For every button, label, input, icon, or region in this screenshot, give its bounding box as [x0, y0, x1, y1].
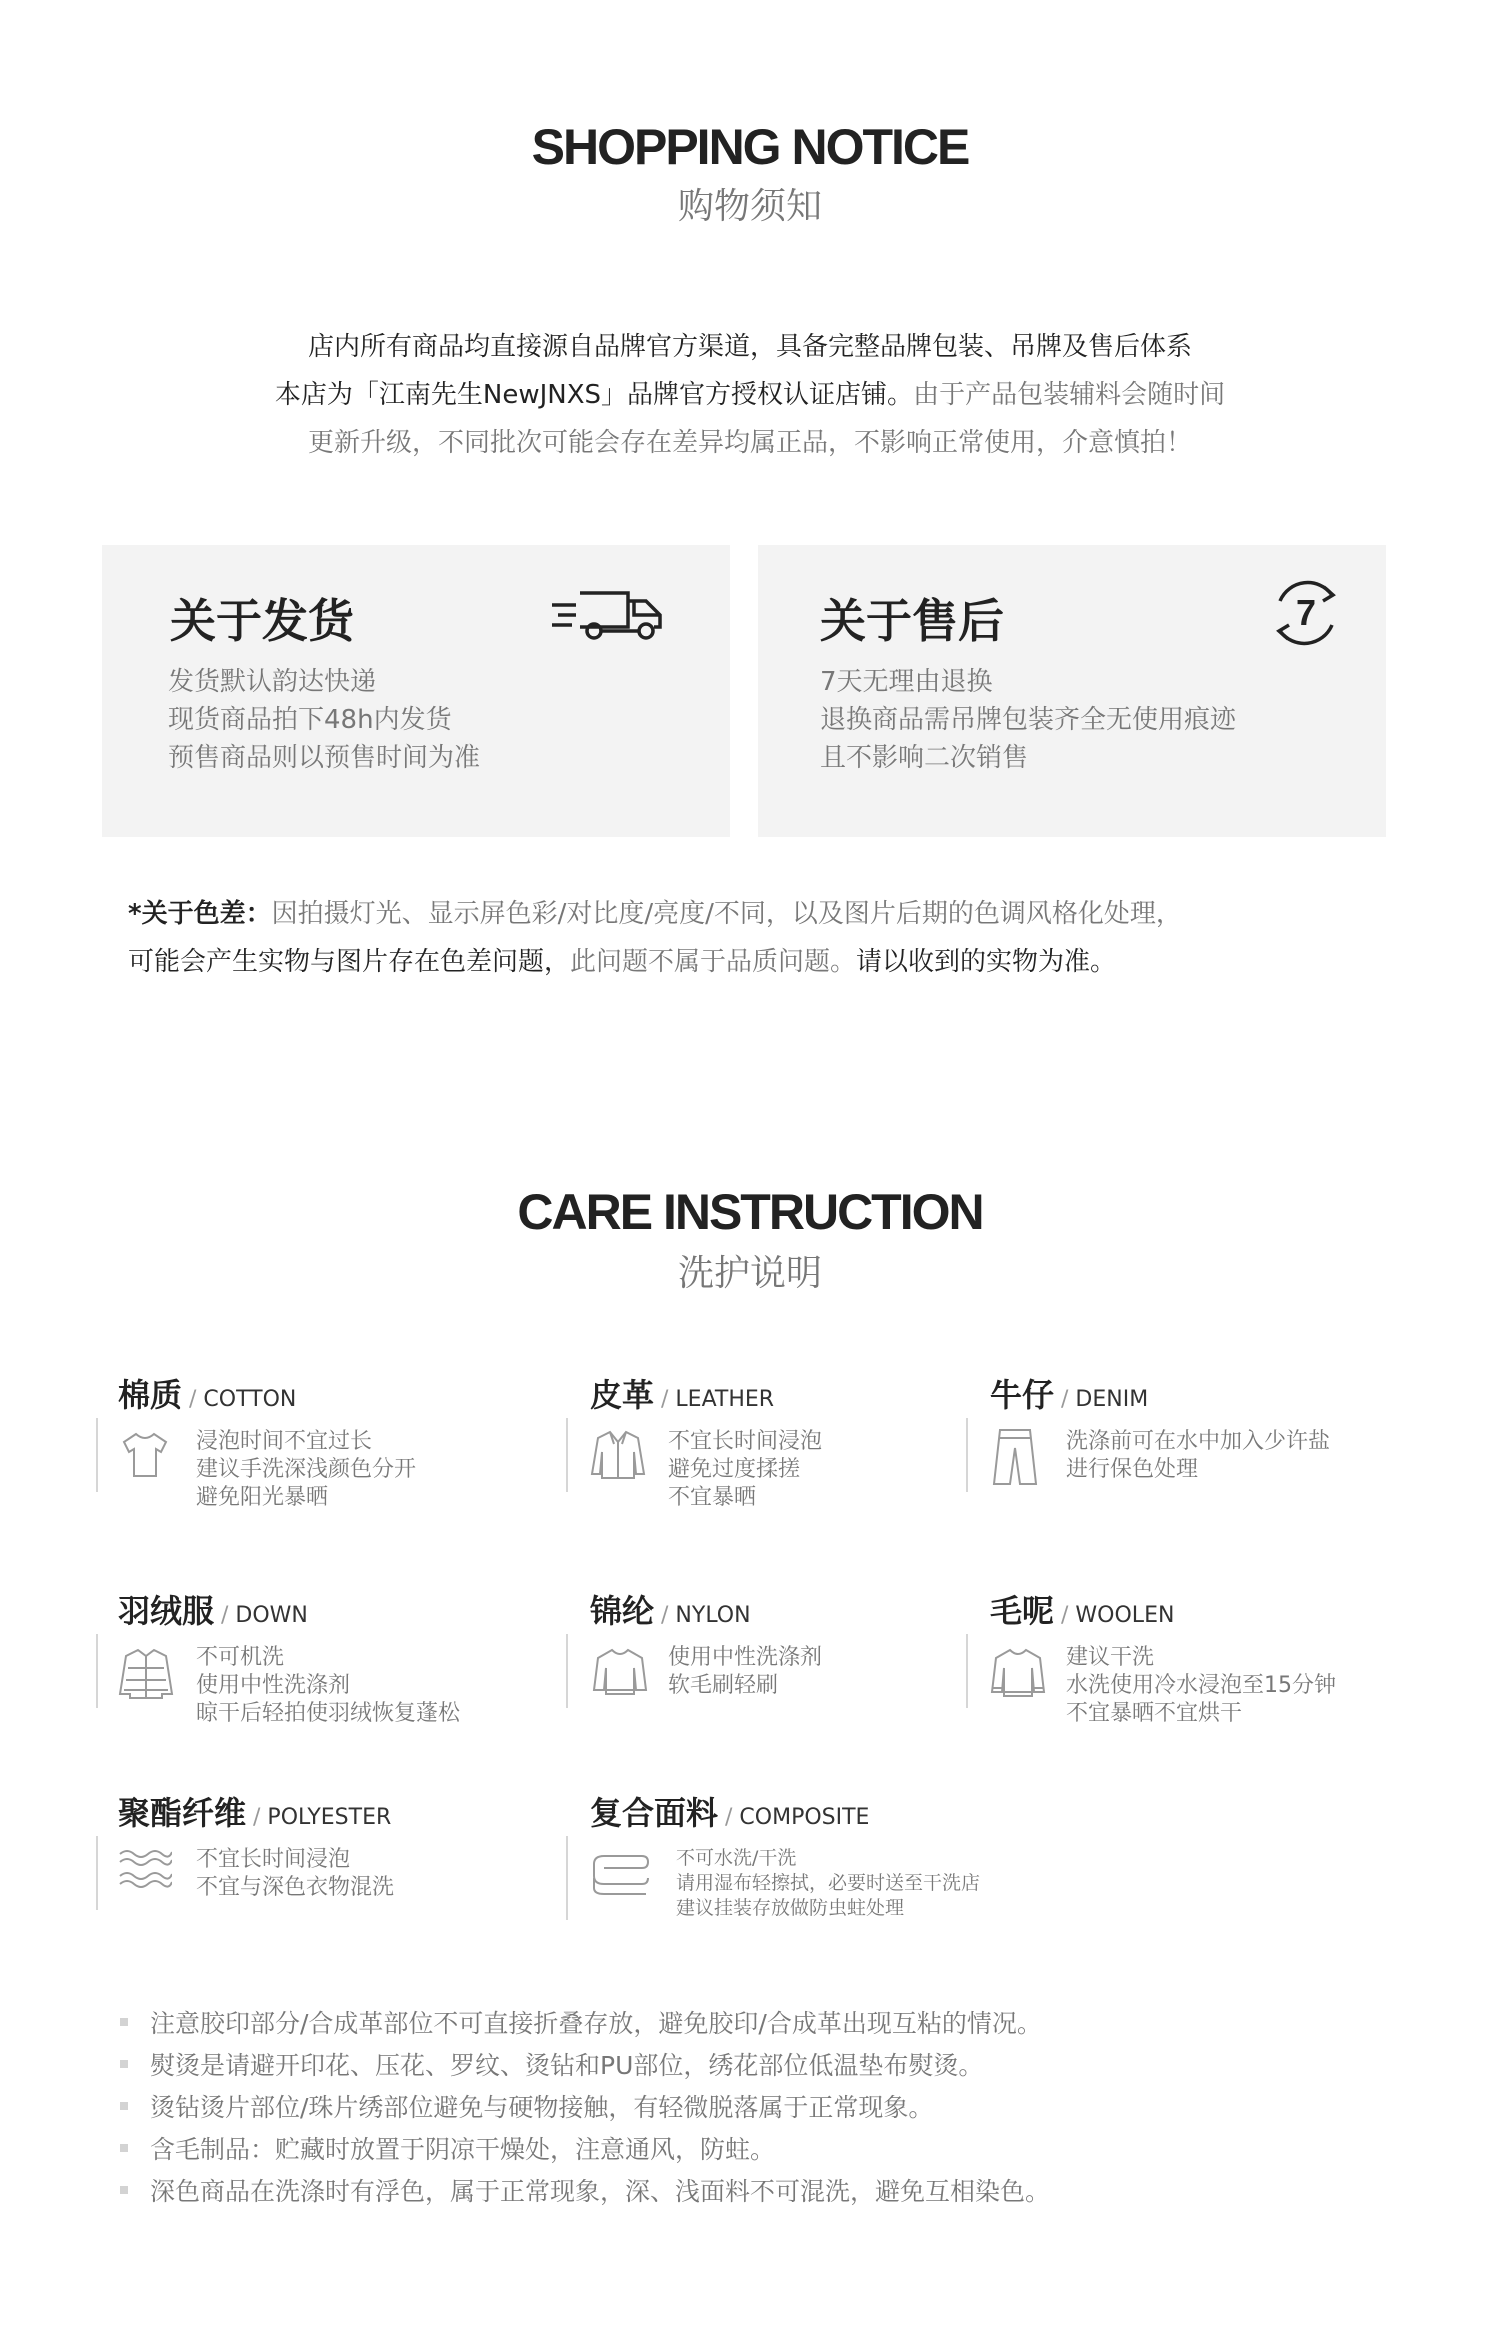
- aftersale-line: 退换商品需吊牌包装齐全无使用痕迹: [820, 705, 1237, 735]
- folded-fabric-icon: [588, 1850, 652, 1898]
- care-item-cotton: 棉质 / COTTON: [118, 1376, 297, 1414]
- care-item-woolen: 毛呢 / WOOLEN: [990, 1592, 1175, 1630]
- care-item-cn: 羽绒服: [118, 1592, 215, 1630]
- care-item-composite: 复合面料 / COMPOSITE: [590, 1794, 870, 1832]
- care-item-polyester: 聚酯纤维 / POLYESTER: [118, 1794, 392, 1832]
- care-line: 不宜长时间浸泡: [196, 1847, 351, 1872]
- shopping-title-en: SHOPPING NOTICE: [531, 119, 969, 175]
- care-line: 避免过度揉搓: [668, 1457, 801, 1482]
- aftersale-card: [758, 545, 1386, 837]
- sweatshirt-icon: [590, 1646, 650, 1700]
- care-item-cn: 聚酯纤维: [118, 1794, 247, 1832]
- care-divider: [966, 1634, 968, 1708]
- care-divider: [966, 1418, 968, 1492]
- care-item-nylon: 锦纶 / NYLON: [590, 1592, 751, 1630]
- note-item: [120, 2003, 1050, 2045]
- care-title-en: CARE INSTRUCTION: [517, 1184, 983, 1240]
- care-item-denim: 牛仔 / DENIM: [990, 1376, 1149, 1414]
- care-notes: [120, 2003, 1050, 2213]
- shipping-line: 发货默认韵达快递: [168, 667, 377, 697]
- bullet-icon: [120, 2018, 128, 2026]
- note-item: [120, 2129, 1050, 2171]
- care-divider: [566, 1836, 568, 1920]
- seven-day-return-icon: [1266, 573, 1346, 653]
- color-diff-line-2: [128, 938, 1428, 986]
- note-text: 含毛制品：贮藏时放置于阴凉干燥处，注意通风，防蛀。: [150, 2135, 776, 2164]
- care-divider: [566, 1418, 568, 1492]
- seven-day-number: 7: [1295, 592, 1317, 633]
- care-item-lines: [196, 1846, 394, 1902]
- sweater-icon: [988, 1646, 1048, 1702]
- shopping-intro: [0, 323, 1500, 467]
- color-diff-text-2b: 此问题不属于品质问题。: [570, 947, 857, 977]
- color-diff-text-2a: 可能会产生实物与图片存在色差问题，: [128, 947, 571, 977]
- leather-jacket-icon: [588, 1428, 648, 1484]
- care-item-cn: 锦纶: [590, 1592, 655, 1630]
- color-diff-text-1: 因拍摄灯光、显示屏色彩/对比度/亮度/不同，以及图片后期的色调风格化处理，: [271, 899, 1182, 929]
- fabric-waves-icon: [116, 1846, 172, 1892]
- care-line: 避免阳光暴晒: [196, 1485, 329, 1510]
- color-diff-note: [128, 890, 1428, 986]
- note-text: 烫钻烫片部位/珠片绣部位避免与硬物接触，有轻微脱落属于正常现象。: [150, 2093, 934, 2122]
- intro-line-2-gray: 由于产品包装辅料会随时间: [913, 380, 1226, 410]
- care-divider: [96, 1634, 98, 1708]
- bullet-icon: [120, 2060, 128, 2068]
- care-line: 不可水洗/干洗: [676, 1847, 797, 1869]
- care-divider: [566, 1634, 568, 1708]
- care-line: 建议手洗深浅颜色分开: [196, 1457, 417, 1482]
- care-line: 软毛刷轻刷: [668, 1673, 779, 1698]
- tshirt-icon: [118, 1428, 172, 1482]
- care-line: 建议挂装存放做防虫蛀处理: [676, 1897, 905, 1919]
- intro-line-3: 更新升级，不同批次可能会存在差异均属正品，不影响正常使用，介意慎拍！: [307, 428, 1192, 458]
- shipping-card-lines: [168, 663, 480, 777]
- shipping-card-title: 关于发货: [170, 594, 354, 648]
- care-line: 使用中性洗涤剂: [668, 1645, 823, 1670]
- care-item-lines: [668, 1644, 822, 1700]
- down-jacket-icon: [116, 1644, 176, 1704]
- care-item-en: LEATHER: [675, 1387, 775, 1412]
- care-item-en: POLYESTER: [267, 1805, 392, 1830]
- aftersale-line: 且不影响二次销售: [820, 743, 1029, 773]
- intro-line-1: 店内所有商品均直接源自品牌官方渠道，具备完整品牌包装、吊牌及售后体系: [307, 332, 1192, 362]
- care-line: 浸泡时间不宜过长: [196, 1429, 373, 1454]
- bullet-icon: [120, 2186, 128, 2194]
- care-item-en: DENIM: [1075, 1387, 1149, 1412]
- care-item-en: WOOLEN: [1075, 1603, 1175, 1628]
- care-item-down: 羽绒服 / DOWN: [118, 1592, 308, 1630]
- shipping-line: 预售商品则以预售时间为准: [168, 743, 481, 773]
- care-item-lines: [196, 1428, 416, 1512]
- care-line: 不宜与深色衣物混洗: [196, 1875, 395, 1900]
- care-line: 不宜暴晒: [668, 1485, 757, 1510]
- care-item-cn: 牛仔: [990, 1376, 1055, 1414]
- care-line: 晾干后轻拍使羽绒恢复蓬松: [196, 1701, 461, 1726]
- care-item-en: COTTON: [203, 1387, 297, 1412]
- care-line: 不宜长时间浸泡: [668, 1429, 823, 1454]
- delivery-truck-icon: [550, 585, 668, 645]
- care-item-cn: 毛呢: [990, 1592, 1055, 1630]
- care-line: 进行保色处理: [1066, 1457, 1199, 1482]
- care-divider: [96, 1836, 98, 1910]
- care-item-lines: [676, 1846, 980, 1921]
- jeans-icon: [990, 1426, 1040, 1488]
- color-diff-label: *关于色差：: [128, 899, 272, 929]
- color-diff-text-2c: 请以收到的实物为准。: [856, 947, 1117, 977]
- care-divider: [96, 1418, 98, 1492]
- color-diff-line-1: [128, 890, 1428, 938]
- care-item-lines: [668, 1428, 822, 1512]
- shopping-title-cn: 购物须知: [677, 186, 822, 227]
- intro-line-2: [0, 371, 1500, 419]
- care-line: 使用中性洗涤剂: [196, 1673, 351, 1698]
- note-text: 深色商品在洗涤时有浮色，属于正常现象，深、浅面料不可混洗，避免互相染色。: [150, 2177, 1051, 2206]
- note-item: [120, 2171, 1050, 2213]
- care-line: 不宜暴晒不宜烘干: [1066, 1701, 1243, 1726]
- care-item-leather: 皮革 / LEATHER: [590, 1376, 775, 1414]
- bullet-icon: [120, 2144, 128, 2152]
- care-title-cn: 洗护说明: [677, 1253, 822, 1294]
- care-line: 请用湿布轻擦拭，必要时送至干洗店: [676, 1872, 981, 1894]
- care-item-lines: [196, 1644, 460, 1728]
- care-item-lines: [1066, 1428, 1330, 1484]
- note-text: 熨烫是请避开印花、压花、罗纹、烫钻和PU部位，绣花部位低温垫布熨烫。: [150, 2051, 984, 2080]
- intro-line-2-dark: 本店为「江南先生NewJNXS」品牌官方授权认证店铺。: [274, 380, 914, 410]
- care-item-en: DOWN: [235, 1603, 308, 1628]
- care-item-en: NYLON: [675, 1603, 751, 1628]
- care-item-cn: 棉质: [118, 1376, 183, 1414]
- care-item-cn: 皮革: [590, 1376, 655, 1414]
- care-line: 洗涤前可在水中加入少许盐: [1066, 1429, 1331, 1454]
- care-line: 建议干洗: [1066, 1645, 1155, 1670]
- care-line: 不可机洗: [196, 1645, 285, 1670]
- bullet-icon: [120, 2102, 128, 2110]
- aftersale-line: 7天无理由退换: [820, 667, 993, 697]
- note-item: [120, 2045, 1050, 2087]
- aftersale-card-title: 关于售后: [820, 594, 1004, 648]
- care-item-en: COMPOSITE: [739, 1805, 870, 1830]
- aftersale-card-lines: [820, 663, 1236, 777]
- shipping-line: 现货商品拍下48h内发货: [168, 705, 452, 735]
- care-line: 水洗使用冷水浸泡至15分钟: [1066, 1673, 1336, 1698]
- care-item-cn: 复合面料: [590, 1794, 719, 1832]
- shipping-card: [102, 545, 730, 837]
- note-text: 注意胶印部分/合成革部位不可直接折叠存放，避免胶印/合成革出现互粘的情况。: [150, 2009, 1042, 2038]
- care-item-lines: [1066, 1644, 1336, 1728]
- note-item: [120, 2087, 1050, 2129]
